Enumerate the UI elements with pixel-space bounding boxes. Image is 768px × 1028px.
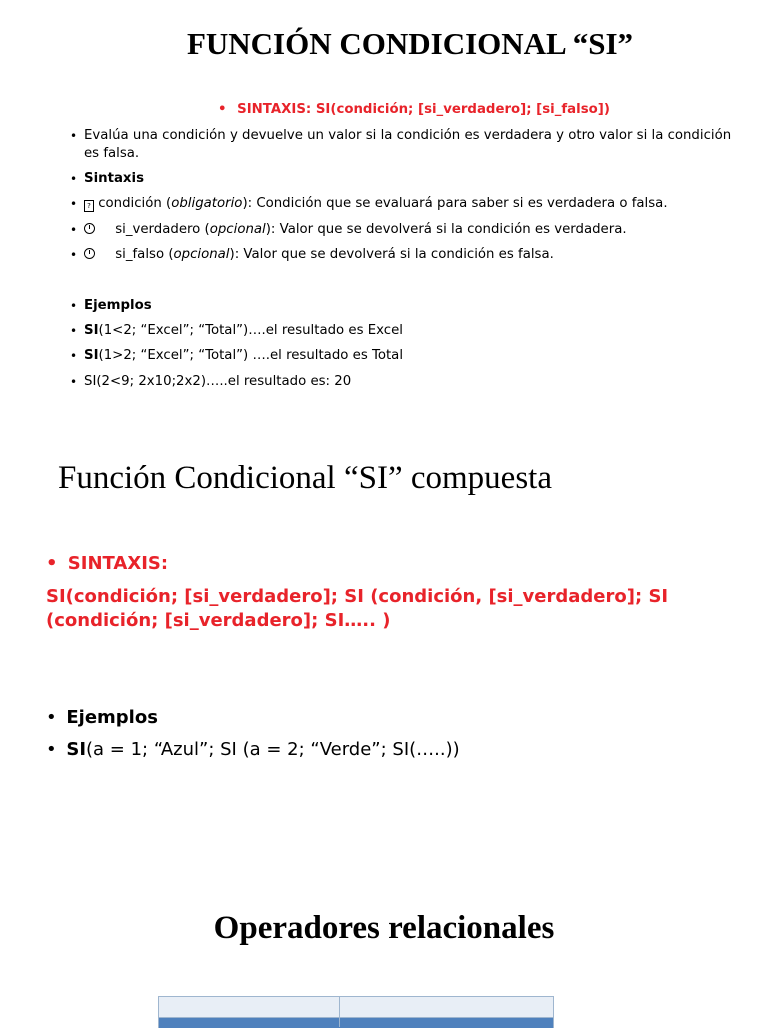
- clock-icon: [84, 248, 95, 259]
- bullet: •: [70, 172, 78, 186]
- example-text: [66, 739, 459, 760]
- bullet: •: [70, 324, 78, 338]
- bullet: •: [218, 102, 227, 117]
- syntax-line-1: SI(condición; [si_verdadero]; SI (condición, [si_verdadero]; SI: [46, 586, 669, 607]
- arg-name: si_verdadero (: [115, 222, 210, 237]
- example-rest: (a = 1; “Azul”; SI (a = 2; “Verde”; SI(…..)): [86, 739, 460, 760]
- syntax-line: [218, 101, 610, 119]
- section-title: Operadores relacionales: [213, 910, 555, 946]
- page-title: FUNCIÓN CONDICIONAL “SI”: [186, 26, 634, 61]
- description-text-cont: es falsa.: [84, 146, 140, 161]
- example-2: [84, 347, 403, 365]
- sintaxis-label: Sintaxis: [84, 171, 144, 186]
- bullet: •: [70, 197, 78, 211]
- ejemplos-label: Ejemplos: [84, 298, 152, 313]
- arg-name: si_falso (: [115, 247, 174, 262]
- arg-desc: ): Valor que se devolverá si la condición es verdadera.: [265, 222, 627, 237]
- syntax-text: SINTAXIS: SI(condición; [si_verdadero]; [si_falso]): [237, 102, 610, 117]
- syntax-line-2: (condición; [si_verdadero]; SI….. ): [46, 610, 391, 631]
- table-header-row: [159, 1018, 553, 1028]
- bullet: •: [46, 553, 58, 574]
- bullet: •: [46, 739, 57, 760]
- bullet: •: [70, 223, 78, 237]
- clock-icon: [84, 223, 95, 234]
- bullet: •: [70, 129, 78, 143]
- compound-example: [46, 737, 460, 762]
- bullet: •: [70, 248, 78, 262]
- description-text: Evalúa una condición y devuelve un valor si la condición es verdadera y otro valor si la condición: [84, 128, 732, 143]
- ejemplos-label: Ejemplos: [66, 707, 158, 728]
- example-1: [84, 322, 403, 340]
- table-row: [159, 997, 553, 1018]
- operators-table: [158, 996, 554, 1028]
- bullet: •: [70, 349, 78, 363]
- bullet: •: [70, 375, 78, 389]
- table-column-divider: [339, 997, 340, 1027]
- syntax-heading: [46, 551, 168, 576]
- bullet: •: [70, 299, 78, 313]
- arg-si-falso: [84, 246, 554, 264]
- example-rest: (1<2; “Excel”; “Total”)….el resultado es Excel: [98, 323, 403, 338]
- missing-glyph-icon: ?: [84, 200, 94, 212]
- arg-si-verdadero: [84, 221, 627, 239]
- syntax-label: SINTAXIS:: [67, 553, 169, 574]
- section-title: Función Condicional “SI” compuesta: [58, 460, 552, 496]
- function-name: SI: [84, 323, 99, 338]
- arg-desc: ): Condición que se evaluará para saber si es verdadera o falsa.: [242, 196, 668, 211]
- ejemplos-heading: [46, 705, 158, 730]
- arg-flag: opcional: [173, 247, 230, 262]
- arg-flag: opcional: [209, 222, 266, 237]
- bullet: •: [46, 707, 57, 728]
- example-rest: (1>2; “Excel”; “Total”) ….el resultado es Total: [98, 348, 404, 363]
- arg-flag: obligatorio: [171, 196, 243, 211]
- arg-name: condición (: [98, 196, 172, 211]
- function-name: SI: [84, 348, 99, 363]
- arg-condicion: [84, 195, 668, 213]
- arg-desc: ): Valor que se devolverá si la condición es falsa.: [229, 247, 554, 262]
- example-3: SI(2<9; 2x10;2x2)…..el resultado es: 20: [84, 374, 352, 389]
- function-name: SI: [66, 739, 87, 760]
